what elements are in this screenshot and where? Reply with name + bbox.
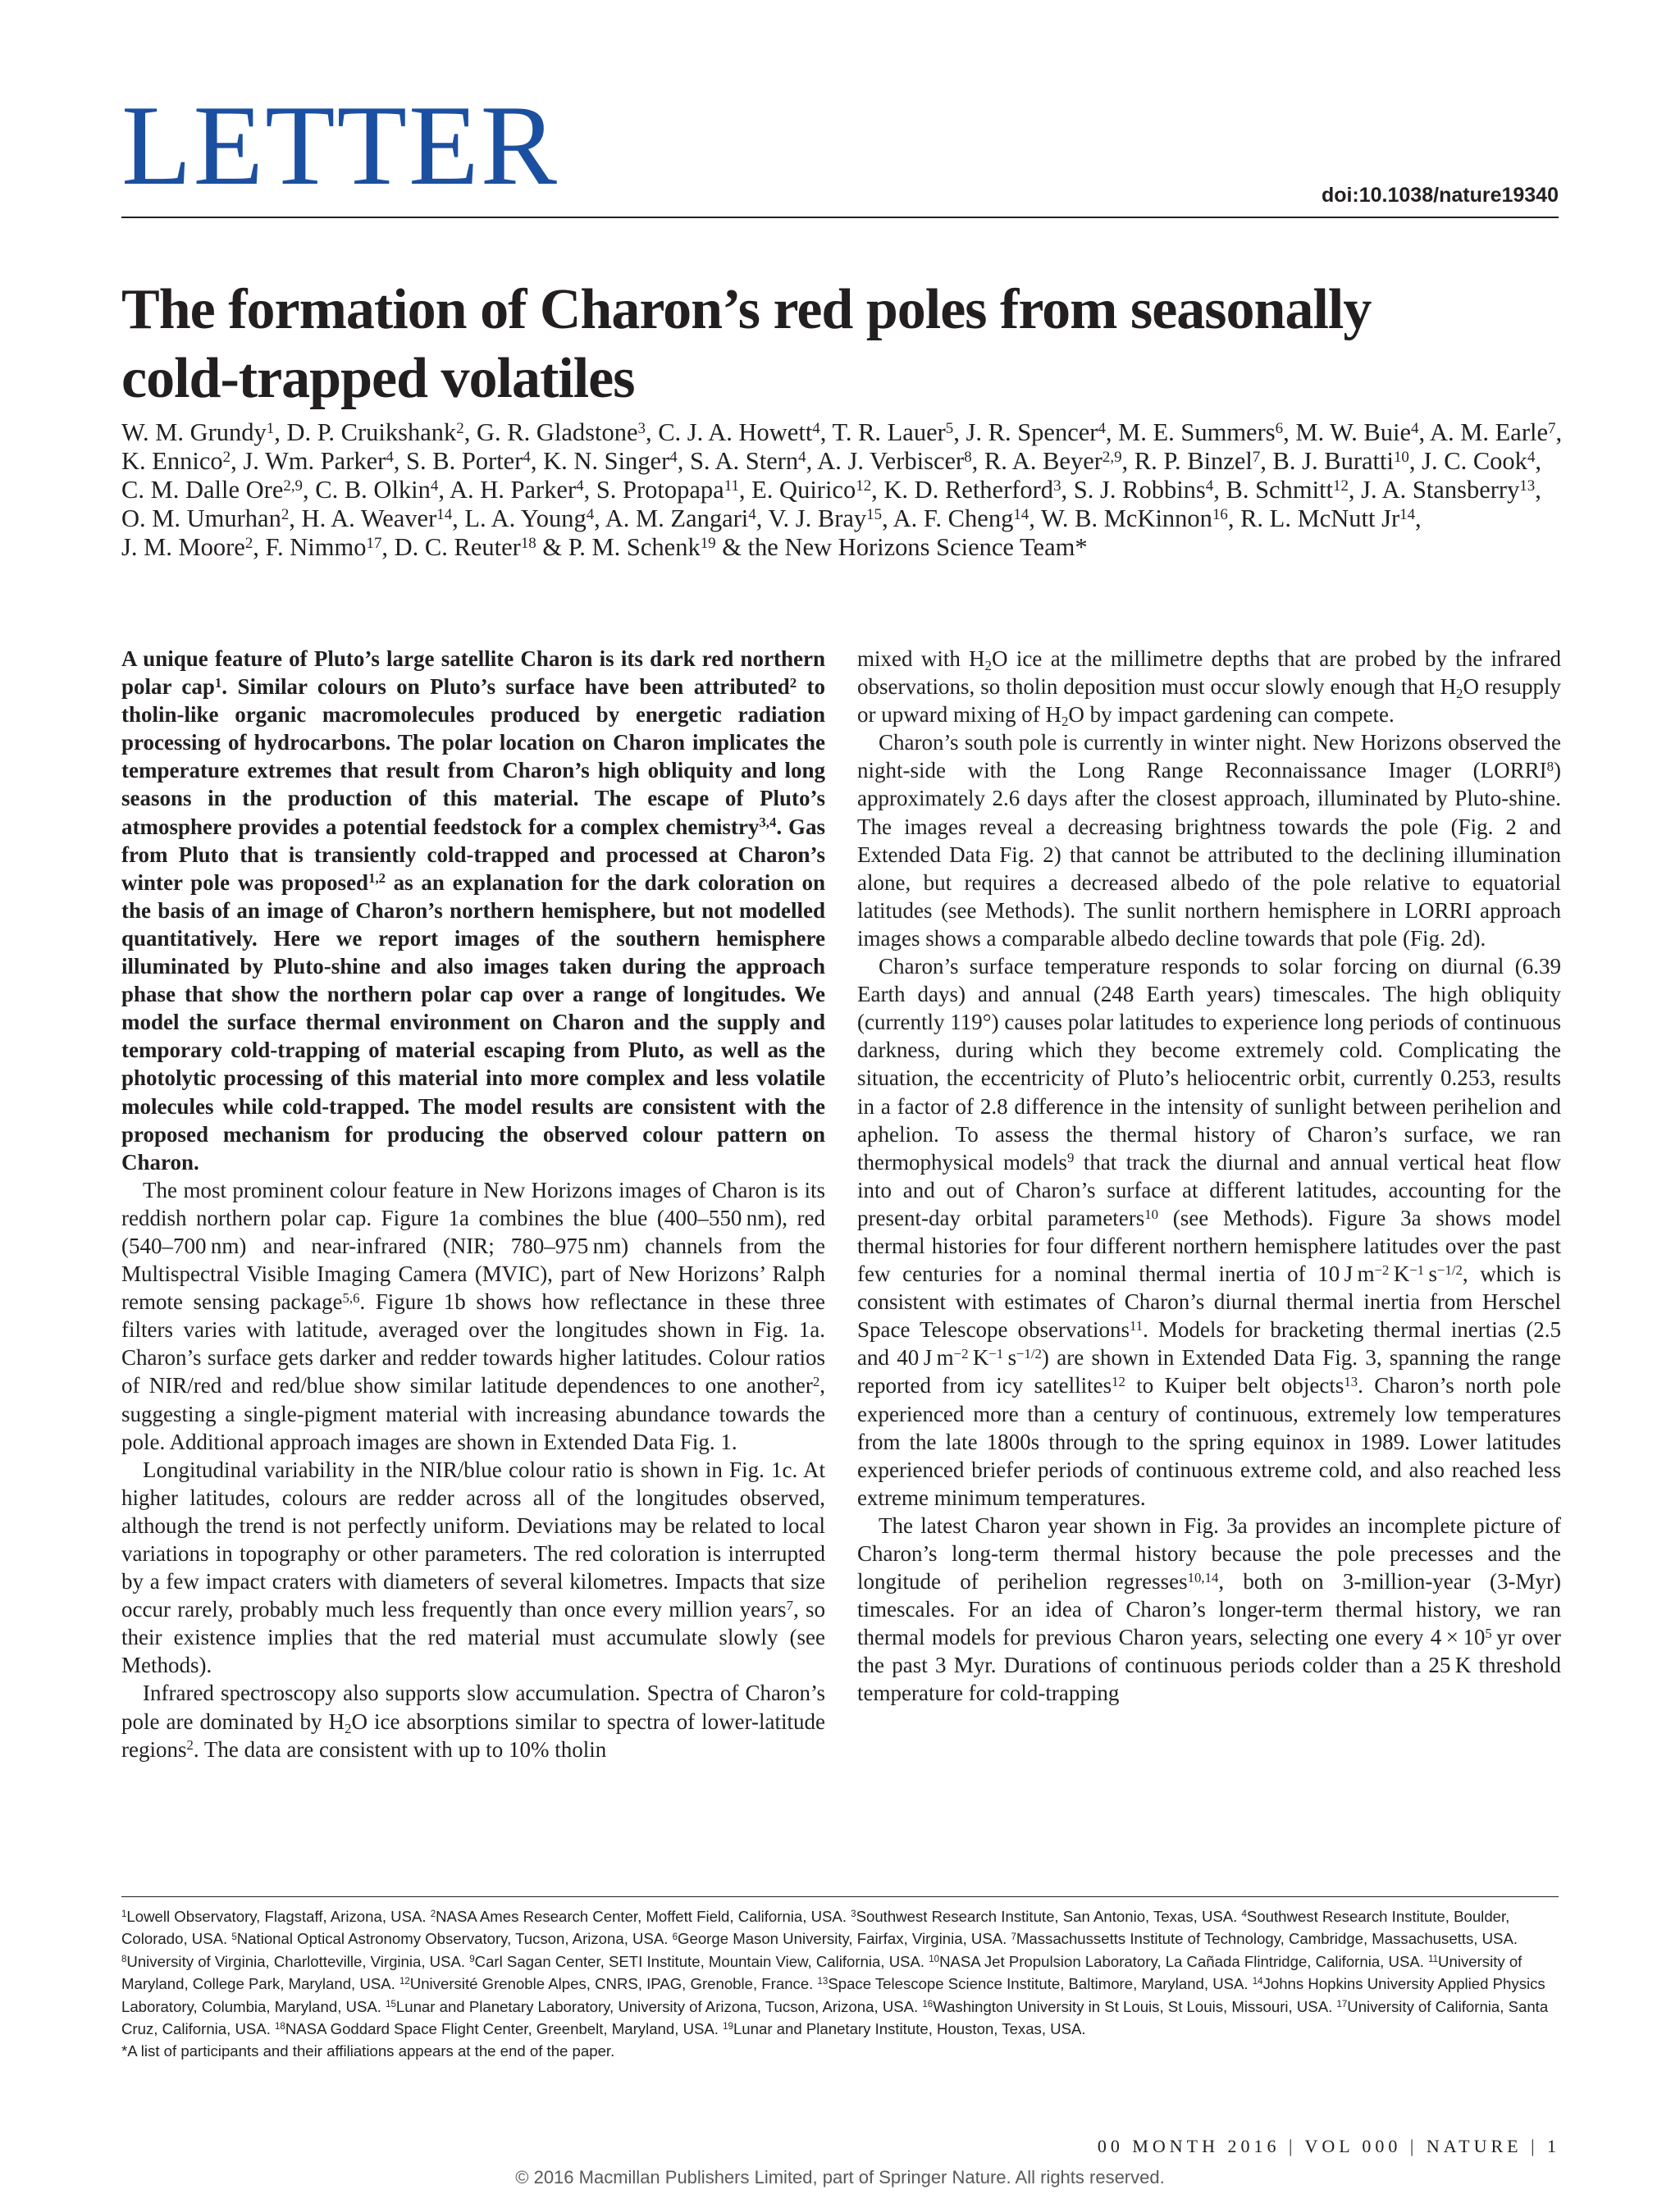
affiliation-marker: 4 — [812, 419, 820, 437]
author-name: A. H. Parker$^4$ — [449, 476, 584, 504]
affiliation-marker: 4 — [748, 505, 756, 523]
affiliation-marker: 2 — [222, 448, 231, 466]
author-name: A. J. Verbiscer$^8$ — [817, 447, 972, 475]
author-name: M. E. Summers$^6$ — [1118, 418, 1284, 446]
footnote-divider — [121, 1896, 1559, 1897]
affiliation-marker: 4 — [1411, 419, 1419, 437]
author-name: G. R. Gladstone$^3$ — [476, 418, 646, 446]
author-name: C. J. A. Howett$^4$ — [658, 418, 820, 446]
affiliation-marker: 4 — [669, 448, 678, 466]
affiliations-text: $^1$Lowell Observatory, Flagstaff, Arizona, USA. $^2$NASA Ames Research Center, Moffett Field, California, USA. $^3$Southwest Research Institute, San Antonio, Texas, USA. $^4$Southwest Research Institute, Boulder, Colorado, USA. $^5$National Optical Astronomy Observatory, Tucson, Arizona, USA. $^6$George Mason University, Fairfax, Virginia, USA. $^7$Massachussetts Institute of Technology, Cambridge, Massachusetts, USA. $^8$University of Virginia, Charlotteville, Virginia, USA. $^9$Carl Sagan Center, SETI Institute, Mountain View, California, USA. $^{10}$NASA Jet Propulsion Laboratory, La Cañada Flintridge, California, USA. $^{11}$University of Maryland, College Park, Maryland, USA. $^{12}$Université Grenoble Alpes, CNRS, IPAG, Grenoble, France. $^{13}$Space Telescope Science Institute, Baltimore, Maryland, USA. $^{14}$Johns Hopkins University Applied Physics Laboratory, Columbia, Maryland, USA. $^{15}$Lunar and Planetary Laboratory, University of Arizona, Tucson, Arizona, USA. $^{16}$Washington University in St Louis, St Louis, Missouri, USA. $^{17}$University of California, Santa Cruz, California, USA. $^{18}$NASA Goddard Space Flight Center, Greenbelt, Maryland, USA. $^{19}$Lunar and Planetary Institute, Houston, Texas, USA. — [121, 1908, 1549, 2038]
author-name: J. Wm. Parker$^4$ — [243, 447, 394, 475]
affiliation-marker: 2 — [281, 505, 290, 523]
affiliation-marker: 5 — [945, 419, 954, 437]
body-paragraph: Charon’s surface temperature responds to solar forcing on diurnal (6.39 Earth days) and annual (248 Earth years) timescales. The high obliquity (currently 119°) causes polar latitudes to experience long periods of continuous darkness, during which they become extremely cold. Complicating the situation, the eccentricity of Pluto’s heliocentric orbit, currently 0.253, results in a factor of 2.8 difference in the intensity of sunlight between perihelion and aphelion. To assess the thermal history of Charon’s surface, we ran thermophysical models$^9$ that track the diurnal and annual vertical heat flow into and out of Charon’s surface at different latitudes, accounting for the present-day orbital parameters$^{10}$ (see Methods). Figure 3a shows model thermal histories for four different northern hemisphere latitudes over the past few centuries for a nominal thermal inertia of 10 J $m^{-2}$ $K^{-1}$ $s^{-1/2}$, which is consistent with estimates of Charon’s diurnal thermal inertia from Herschel Space Telescope observations$^{11}$. Models for bracketing thermal inertias (2.5 and 40 J $m^{-2}$ $K^{-1}$ $s^{-1/2}$) are shown in Extended Data Fig. 3, spanning the range reported from icy satellites$^{12}$ to Kuiper belt objects$^{13}$. Charon’s north pole experienced more than a century of continuous, extremely low temperatures from the late 1800s through to the spring equinox in 1989. Lower latitudes experienced briefer periods of continuous extreme cold, and also reached less extreme minimum temperatures. — [857, 954, 1562, 1510]
author-name: C. M. Dalle Ore$^{2,9}$ — [121, 476, 303, 504]
body-paragraph: Charon’s south pole is currently in winter night. New Horizons observed the night-side with the Long Range Reconnaissance Imager (LORRI$^8$) approximately 2.6 days after the closest approach, illuminated by Pluto-shine. The images reveal a decreasing brightness towards the pole (Fig. 2 and Extended Data Fig. 2) that cannot be attributed to the declining illumination alone, but requires a decreased albedo of the pole relative to equatorial latitudes (see Methods). The sunlit northern hemisphere in LORRI approach images shows a comparable albedo decline towards that pole (Fig. 2d). — [857, 730, 1561, 951]
author-name: F. Nimmo$^{17}$ — [265, 533, 382, 561]
affiliation-marker: 14 — [436, 505, 453, 523]
body-paragraph: Infrared spectroscopy also supports slow accumulation. Spectra of Charon’s pole are dominated by $H_2O$ ice absorptions similar to spectra of lower-latitude regions$^2$. The data are consistent with up to 10% tholin — [121, 1681, 826, 1762]
header-divider — [121, 217, 1559, 218]
author-name: R. P. Binzel$^7$ — [1134, 447, 1261, 475]
author-name: M. W. Buie$^4$ — [1295, 418, 1419, 446]
author-name: S. J. Robbins$^4$ — [1073, 476, 1214, 504]
team-note: *A list of participants and their affiliations appears at the end of the paper. — [121, 2042, 615, 2060]
body-paragraph: The most prominent colour feature in New Horizons images of Charon is its reddish northern polar cap. Figure 1a combines the blue (400–550 nm), red (540–700 nm) and near-infrared (NIR; 780–975 nm) channels from the Multispectral Visible Imaging Camera (MVIC), part of New Horizons’ Ralph remote sensing package$^{5,6}$. Figure 1b shows how reflectance in these three filters varies with latitude, averaged over the longitudes shown in Fig. 1a. Charon’s surface gets darker and redder towards higher latitudes. Colour ratios of NIR/red and red/blue show similar latitude dependences to one another$^2$, suggesting a single-pigment material with increasing abundance towards the pole. Additional approach images are shown in Extended Data Fig. 1. — [121, 1177, 825, 1454]
affiliation-marker: 4 — [523, 448, 531, 466]
author-name: D. P. Cruikshank$^2$ — [286, 418, 464, 446]
author-name: E. Quirico$^{12}$ — [751, 476, 872, 504]
author-name: K. Ennico$^2$ — [121, 447, 231, 475]
author-tail: & the New Horizons Science Team* — [722, 533, 1088, 561]
section-label: LETTER — [121, 82, 559, 209]
author-name: W. B. McKinnon$^{16}$ — [1040, 504, 1228, 532]
title-line-2: cold-trapped volatiles — [121, 347, 635, 410]
author-name: A. F. Cheng$^{14}$ — [892, 504, 1029, 532]
affiliation-marker: 18 — [520, 534, 536, 552]
author-name: P. M. Schenk$^{19}$ — [568, 533, 716, 561]
author-name: C. B. Olkin$^4$ — [315, 476, 439, 504]
affiliation-marker: 3 — [1053, 477, 1061, 495]
author-name: L. A. Young$^4$ — [464, 504, 595, 532]
text-column-right — [857, 645, 1561, 1708]
text-column-left — [121, 645, 825, 1763]
author-name: W. M. Grundy$^1$ — [121, 418, 275, 446]
article-title — [121, 276, 1565, 413]
author-name: K. N. Singer$^4$ — [543, 447, 678, 475]
author-name: A. M. Zangari$^4$ — [605, 504, 756, 532]
affiliation-marker: 12 — [1333, 477, 1349, 495]
copyright-notice: © 2016 Macmillan Publishers Limited, part of Springer Nature. All rights reserved. — [515, 2167, 1165, 2187]
affiliation-marker: 7 — [1548, 419, 1556, 437]
affiliation-marker: 8 — [964, 448, 972, 466]
issue-info: 00 MONTH 2016 | VOL 000 | NATURE | 1 — [1097, 2136, 1560, 2156]
affiliation-marker: 4 — [576, 477, 584, 495]
affiliation-marker: 19 — [700, 534, 716, 552]
author-name: J. M. Moore$^2$ — [121, 533, 253, 561]
author-name: J. A. Stansberry$^{13}$ — [1361, 476, 1536, 504]
author-list — [121, 418, 1565, 562]
author-name: H. A. Weaver$^{14}$ — [301, 504, 453, 532]
affiliation-marker: 4 — [586, 505, 595, 523]
affiliation-marker: 14 — [1013, 505, 1029, 523]
author-name: J. C. Cook$^4$ — [1422, 447, 1536, 475]
author-name: O. M. Umurhan$^2$ — [121, 504, 290, 532]
author-name: K. D. Retherford$^3$ — [883, 476, 1061, 504]
doi-link[interactable]: doi:10.1038/nature19340 — [1321, 184, 1559, 207]
body-paragraph: The latest Charon year shown in Fig. 3a provides an incomplete picture of Charon’s long-term thermal history because the pole precesses and the longitude of perihelion regresses$^{10,14}$, both on 3-million-year (3-Myr) timescales. For an idea of Charon’s longer-term thermal history, we ran thermal models for previous Charon years, selecting one every $4 \times 10^5$ yr over the past 3 Myr. Durations of continuous periods colder than a 25 K threshold temperature for cold-trapping — [857, 1512, 1561, 1706]
affiliation-marker: 13 — [1519, 477, 1536, 495]
body-paragraph: Longitudinal variability in the NIR/blue colour ratio is shown in Fig. 1c. At higher latitudes, colours are redder across all of the longitudes observed, although the trend is not perfectly uniform. Deviations may be related to local variations in topography or other parameters. The red coloration is interrupted by a few impact craters with diameters of several kilometres. Impacts that size occur rarely, probably much less frequently than once every million years$^7$, so their existence implies that the red material must accumulate slowly (see Methods). — [121, 1457, 825, 1678]
affiliation-marker: 4 — [1527, 448, 1536, 466]
affiliation-marker: 2 — [456, 419, 464, 437]
affiliation-marker: 3 — [637, 419, 646, 437]
affiliation-marker: 1 — [266, 419, 275, 437]
author-name: D. C. Reuter$^{18}$ — [394, 533, 536, 561]
abstract-paragraph: A unique feature of Pluto’s large satellite Charon is its dark red northern polar cap$^1$. Similar colours on Pluto’s surface have been attributed$^2$ to tholin-like organic macromolecules produced by energetic radiation processing of hydrocarbons. The polar location on Charon implicates the temperature extremes that result from Charon’s high obliquity and long seasons in the production of this material. The escape of Pluto’s atmosphere provides a potential feedstock for a complex chemistry$^{3,4}$. Gas from Pluto that is transiently cold-trapped and processed at Charon’s winter pole was proposed$^{1,2}$ as an explanation for the dark coloration on the basis of an image of Charon’s northern hemisphere, but not modelled quantitatively. Here we report images of the southern hemisphere illuminated by Pluto-shine and also images taken during the approach phase that show the northern polar cap over a range of longitudes. We model the surface thermal environment on Charon and the supply and temporary cold-trapping of material escaping from Pluto, as well as the photolytic processing of this material into more complex and less volatile molecules while cold-trapped. The model results are consistent with the proposed mechanism for producing the observed colour pattern on Charon. — [121, 646, 826, 1175]
affiliation-marker: 12 — [856, 477, 872, 495]
author-name: R. A. Beyer$^{2,9}$ — [984, 447, 1122, 475]
affiliation-marker: 7 — [1252, 448, 1261, 466]
author-name: A. M. Earle$^7$ — [1430, 418, 1556, 446]
affiliation-marker: 17 — [366, 534, 382, 552]
affiliation-marker: 10 — [1393, 448, 1409, 466]
author-name: B. J. Buratti$^{10}$ — [1272, 447, 1409, 475]
author-name: S. Protopapa$^{11}$ — [596, 476, 739, 504]
affiliation-marker: 4 — [798, 448, 806, 466]
affiliation-marker: 4 — [386, 448, 394, 466]
body-paragraph: mixed with $H_2O$ ice at the millimetre depths that are probed by the infrared observations, so tholin deposition must occur slowly enough that $H_2O$ resupply or upward mixing of $H_2O$ by impact gardening can compete. — [857, 646, 1561, 730]
title-line-1: The formation of Charon’s red poles from seasonally — [121, 278, 1372, 341]
affiliation-marker: 6 — [1275, 419, 1284, 437]
affiliation-marker: 4 — [430, 477, 439, 495]
affiliation-marker: 11 — [724, 477, 739, 495]
affiliations-footnote — [121, 1905, 1565, 2063]
affiliation-marker: 2,9 — [1102, 448, 1122, 466]
author-name: J. R. Spencer$^4$ — [966, 418, 1106, 446]
author-name: S. B. Porter$^4$ — [406, 447, 531, 475]
author-name: V. J. Bray$^{15}$ — [768, 504, 883, 532]
author-name: S. A. Stern$^4$ — [689, 447, 806, 475]
affiliation-marker: 14 — [1399, 505, 1416, 523]
author-items: W. M. Grundy$^1$, D. P. Cruikshank$^2$, G. R. Gladstone$^3$, C. J. A. Howett$^4$, T. R. Lauer$^5$, J. R. Spencer$^4$, M. E. Summers$^6$, M. W. Buie$^4$, A. M. Earle$^7$, K. Ennico$^2$, J. Wm. Parker$^4$, S. B. Porter$^4$, K. N. Singer$^4$, S. A. Stern$^4$, A. J. Verbiscer$^8$, R. A. Beyer$^{2,9}$, R. P. Binzel$^7$, B. J. Buratti$^{10}$, J. C. Cook$^4$, C. M. Dalle Ore$^{2,9}$, C. B. Olkin$^4$, A. H. Parker$^4$, S. Protopapa$^{11}$, E. Quirico$^{12}$, K. D. Retherford$^3$, S. J. Robbins$^4$, B. Schmitt$^{12}$, J. A. Stansberry$^{13}$, O. M. Umurhan$^2$, H. A. Weaver$^{14}$, L. A. Young$^4$, A. M. Zangari$^4$, V. J. Bray$^{15}$, A. F. Cheng$^{14}$, W. B. McKinnon$^{16}$, R. L. McNutt Jr$^{14}$, J. M. Moore$^2$, F. Nimmo$^{17}$, D. C. Reuter$^{18}$ & P. M. Schenk$^{19}$ — [121, 418, 1563, 561]
affiliation-marker: 2 — [244, 534, 253, 552]
author-name: R. L. McNutt Jr$^{14}$ — [1240, 504, 1416, 532]
affiliation-marker: 15 — [866, 505, 883, 523]
affiliation-marker: 4 — [1205, 477, 1214, 495]
affiliation-marker: 4 — [1098, 419, 1106, 437]
affiliation-marker: 16 — [1212, 505, 1228, 523]
affiliation-marker: 2,9 — [283, 477, 303, 495]
author-name: T. R. Lauer$^5$ — [832, 418, 954, 446]
author-name: B. Schmitt$^{12}$ — [1226, 476, 1349, 504]
